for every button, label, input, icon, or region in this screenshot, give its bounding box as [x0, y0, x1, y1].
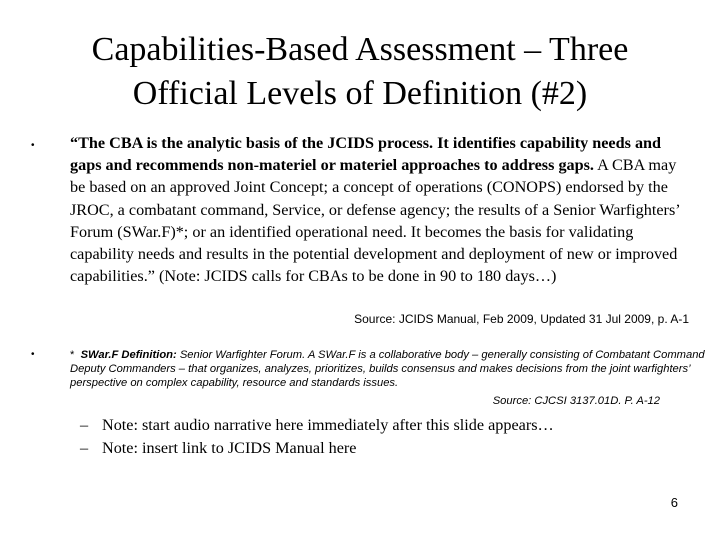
note-item	[80, 414, 554, 437]
bullet-marker: •	[31, 349, 35, 360]
cba-quote-paragraph	[70, 132, 682, 287]
slide-title-line-2: Official Levels of Definition (#2)	[132, 75, 588, 112]
note-item	[80, 437, 554, 460]
slide-title-line-1: Capabilities-Based Assessment – Three	[91, 31, 629, 68]
cba-quote-rest: A CBA may be based on an approved Joint Concept; a concept of operations (CONOPS) endorsed by the JROC, a combatant command, Service, or defense agency; the results of a Senior Warfighters’ Forum (SWar.F)*; or an identified operational need. It becomes the basis for validating capability needs and results in the potential development and deployment of new or improved capabilities.” (Note: JCIDS calls for CBAs to be done in 90 to 180 days…)	[70, 156, 680, 286]
definition-label: SWar.F Definition:	[80, 349, 177, 361]
cba-quote-bold: “The CBA is the analytic basis of the JCIDS process. It identifies capability needs and gaps and recommends non-materiel or materiel approaches to address gaps.	[70, 134, 662, 175]
footnote-star: *	[70, 349, 75, 361]
bullet-marker: •	[31, 140, 35, 151]
swarf-definition-paragraph	[70, 348, 705, 391]
notes-list	[80, 414, 554, 460]
note-dash: –	[80, 439, 89, 457]
note-text: Note: insert link to JCIDS Manual here	[102, 439, 357, 457]
page-number: 6	[670, 495, 678, 510]
definition-text: Senior Warfighter Forum. A SWar.F is a collaborative body – generally consisting of Combatant Command Deputy Commanders – that organizes, analyzes, prioritizes, builds consensus and makes decisions from the joint warfighters’ perspective on complex capability, resource and standards issues.	[70, 349, 705, 390]
cjcsi-source-citation: Source: CJCSI 3137.01D. P. A-12	[492, 395, 660, 407]
note-text: Note: start audio narrative here immediately after this slide appears…	[102, 416, 554, 434]
note-dash: –	[80, 416, 89, 434]
jcids-source-citation: Source: JCIDS Manual, Feb 2009, Updated 31 Jul 2009, p. A-1	[354, 312, 689, 326]
slide-title	[40, 28, 680, 116]
